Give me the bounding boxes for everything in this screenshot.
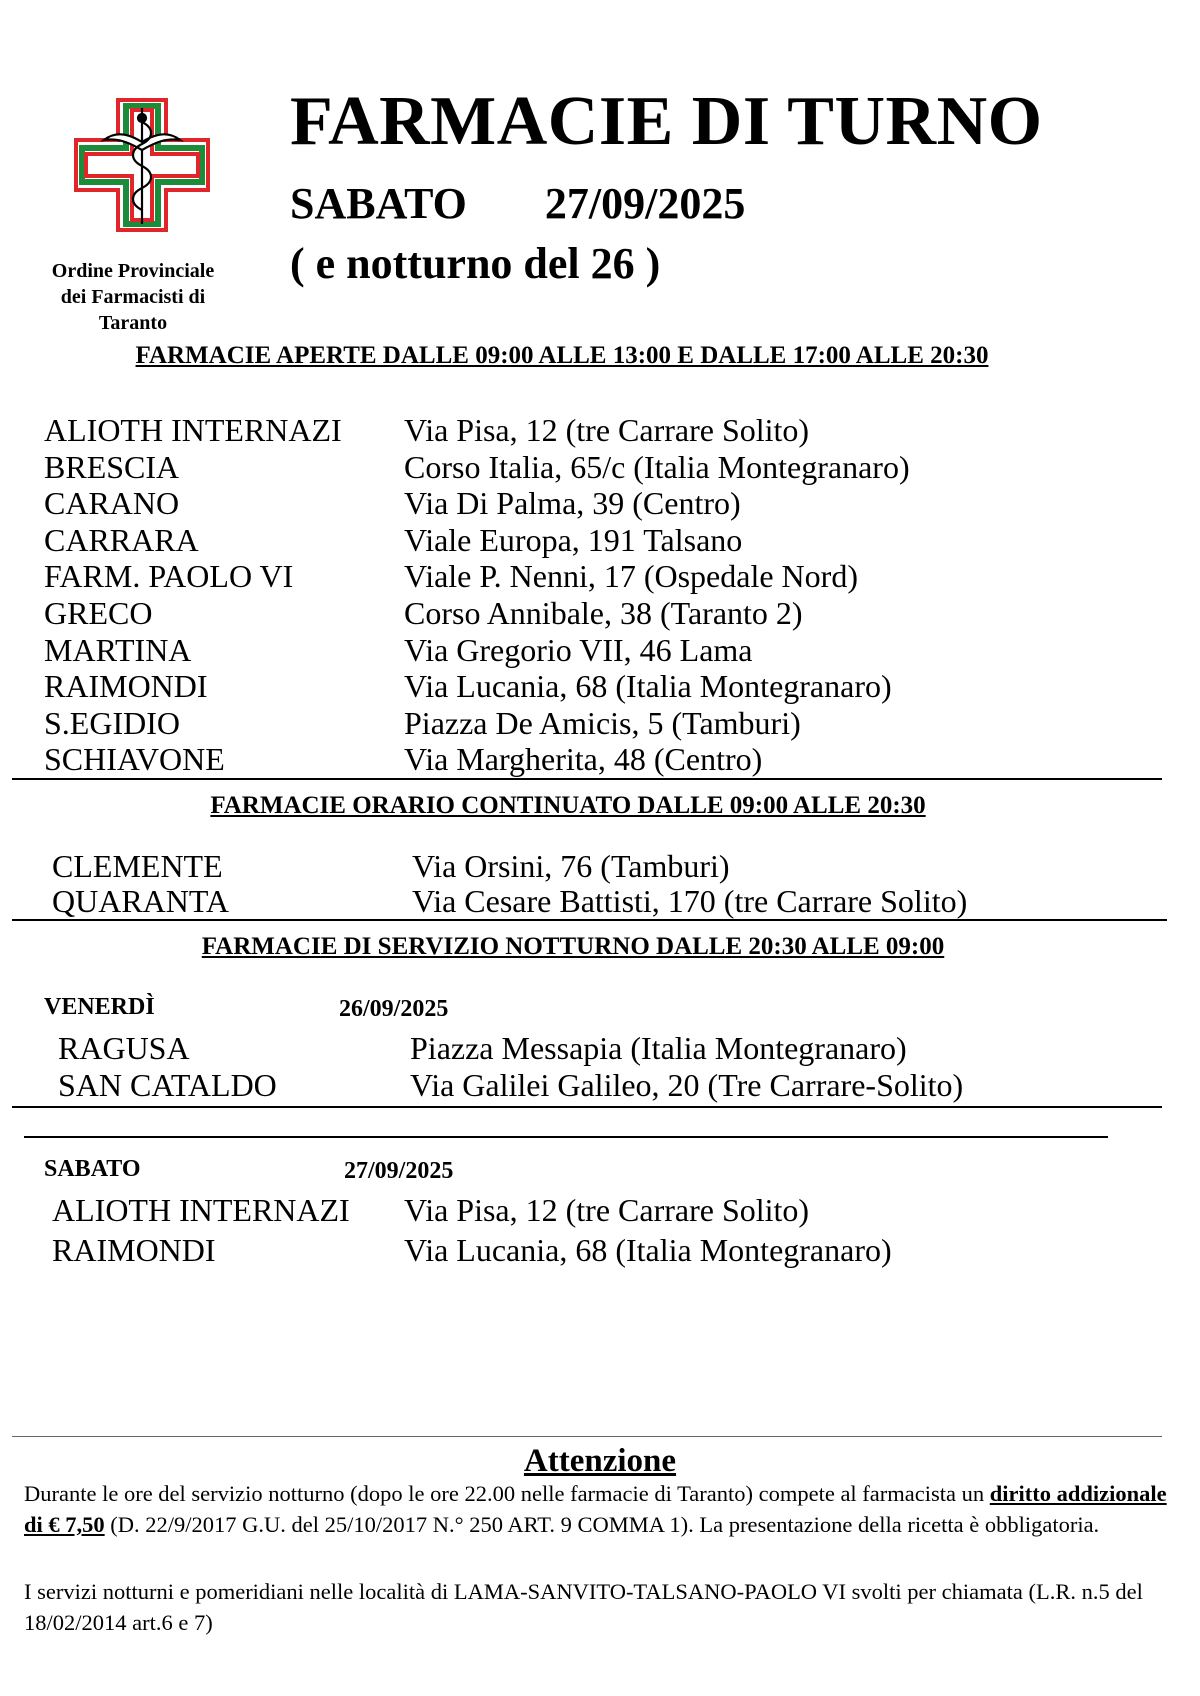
pharmacy-address: Via Di Palma, 39 (Centro) — [404, 485, 741, 522]
pharmacy-name: ALIOTH INTERNAZI — [52, 1192, 350, 1228]
divider — [24, 1136, 1108, 1138]
attention-title: Attenzione — [523, 1443, 677, 1479]
pharmacy-name: CARRARA — [44, 521, 199, 558]
pharmacy-address: Viale Europa, 191 Talsano — [404, 521, 743, 558]
section-heading-day: FARMACIE APERTE DALLE 09:00 ALLE 13:00 E DALLE 17:00 ALLE 20:30 — [135, 342, 989, 369]
page-title: FARMACIE DI TURNO — [290, 83, 1043, 160]
pharmacy-name: RAIMONDI — [52, 1232, 216, 1268]
caduceus-icon — [104, 108, 180, 224]
saturday-day-label: SABATO — [44, 1156, 141, 1182]
pharmacy-address: Via Gregorio VII, 46 Lama — [404, 631, 753, 668]
pharmacy-address: Via Pisa, 12 (tre Carrare Solito) — [404, 412, 810, 448]
pharmacy-name: CLEMENTE — [52, 848, 223, 884]
attention-paragraph-1 — [24, 1478, 1174, 1540]
day-label: SABATO — [290, 179, 467, 228]
divider — [12, 1436, 1162, 1437]
pharmacy-name: ALIOTH INTERNAZI — [44, 412, 342, 448]
pharmacy-name: RAIMONDI — [44, 668, 208, 705]
pharmacy-name: FARM. PAOLO VI — [44, 558, 294, 595]
divider — [12, 1106, 1162, 1108]
additional-fee: diritto addizionale di € 7,50 — [24, 1481, 1167, 1537]
date-label: 27/09/2025 — [544, 179, 746, 228]
pharmacy-name: SCHIAVONE — [44, 741, 225, 778]
pharmacy-name: SAN CATALDO — [58, 1067, 277, 1103]
attention-paragraph-2: I servizi notturni e pomeridiani nelle località di LAMA-SANVITO-TALSANO-PAOLO VI svolti per chiamata (L.R. n.5 del 18/02/2014 art.6 e 7) — [24, 1579, 1143, 1635]
section-heading-night: FARMACIE DI SERVIZIO NOTTURNO DALLE 20:30 ALLE 09:00 — [201, 933, 945, 960]
org-line-1: Ordine Provinciale — [51, 260, 215, 282]
pharmacy-name: QUARANTA — [52, 883, 229, 919]
friday-day-label: VENERDÌ — [44, 994, 155, 1020]
pharmacy-address: Via Lucania, 68 (Italia Montegranaro) — [404, 1232, 892, 1268]
pharmacy-address: Corso Annibale, 38 (Taranto 2) — [404, 594, 803, 631]
organization-name — [28, 258, 238, 336]
pharmacy-name: GRECO — [44, 594, 153, 631]
pharmacy-name: RAGUSA — [58, 1030, 190, 1066]
pharmacy-address: Via Galilei Galileo, 20 (Tre Carrare-Solito) — [410, 1067, 964, 1103]
pharmacy-name: MARTINA — [44, 631, 192, 668]
pharmacy-address: Via Pisa, 12 (tre Carrare Solito) — [404, 1192, 810, 1228]
pharmacy-address: Via Cesare Battisti, 170 (tre Carrare Solito) — [412, 883, 968, 919]
pharmacy-address: Via Lucania, 68 (Italia Montegranaro) — [404, 668, 892, 705]
pharmacy-address: Piazza Messapia (Italia Montegranaro) — [410, 1030, 907, 1066]
pharmacy-address: Piazza De Amicis, 5 (Tamburi) — [404, 704, 801, 741]
org-line-3: Taranto — [98, 312, 168, 334]
pharmacy-name: BRESCIA — [44, 448, 180, 485]
org-line-2: dei Farmacisti di — [60, 286, 206, 308]
attention-p1-start: Durante le ore del servizio notturno (dopo le ore 22.00 nelle farmacie di Taranto) compete al farmacista un — [24, 1481, 990, 1506]
pharmacy-address: Viale P. Nenni, 17 (Ospedale Nord) — [404, 558, 858, 595]
friday-date-label: 26/09/2025 — [339, 996, 449, 1022]
pharmacy-cross-logo — [74, 98, 210, 232]
day-date-line — [290, 178, 745, 230]
divider — [12, 919, 1167, 921]
pharmacy-address: Via Orsini, 76 (Tamburi) — [412, 848, 730, 884]
pharmacy-name: CARANO — [44, 485, 180, 522]
pharmacy-address: Corso Italia, 65/c (Italia Montegranaro) — [404, 448, 910, 485]
divider — [12, 778, 1162, 780]
attention-p1-end: (D. 22/9/2017 G.U. del 25/10/2017 N.° 250 ART. 9 COMMA 1). La presentazione della ricetta è obbligatoria. — [104, 1512, 1100, 1537]
night-note: ( e notturno del 26 ) — [290, 239, 661, 288]
pharmacy-address: Via Margherita, 48 (Centro) — [404, 741, 763, 778]
pharmacy-name: S.EGIDIO — [44, 704, 180, 741]
section-heading-continuous: FARMACIE ORARIO CONTINUATO DALLE 09:00 ALLE 20:30 — [210, 792, 926, 819]
saturday-date-label: 27/09/2025 — [344, 1158, 454, 1184]
